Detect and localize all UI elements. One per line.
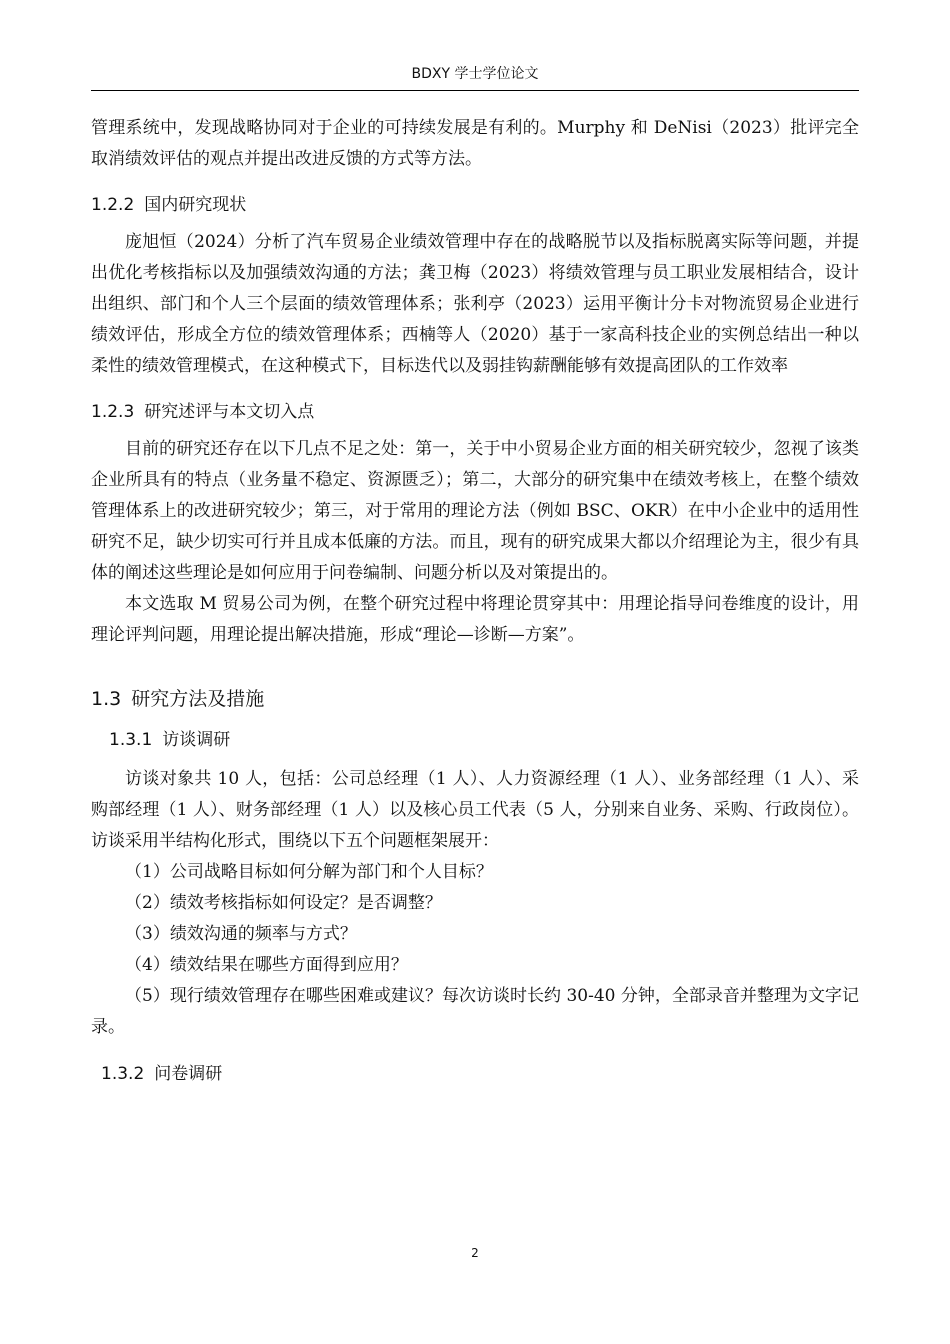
paragraph-entry-point: 本文选取 M 贸易公司为例，在整个研究过程中将理论贯穿其中：用理论指导问卷维度的设计，用理论评判问题，用理论提出解决措施，形成“理论—诊断—方案”。 [91,594,859,645]
section-number: 1.2.2 [91,195,135,215]
section-title: 问卷调研 [154,1064,223,1084]
list-item: （3）绩效沟通的频率与方式？ [125,924,357,944]
header-rule [91,90,859,91]
heading-1-3-2 [101,1061,859,1087]
heading-1-3 [91,685,859,713]
section-number: 1.3 [91,688,122,710]
paragraph-interview: 访谈对象共 10 人，包括：公司总经理（1 人）、人力资源经理（1 人）、业务部经理（1 人）、采购部经理（1 人）、财务部经理（1 人）以及核心员工代表（5 人，分别来自业务、采购、行政岗位）。访谈采用半结构化形式，围绕以下五个问题框架展开： [91,769,859,851]
section-title: 研究方法及措施 [131,688,265,710]
continued-paragraph: 管理系统中，发现战略协同对于企业的可持续发展是有利的。Murphy 和 DeNisi（2023）批评完全取消绩效评估的观点并提出改进反馈的方式等方法。 [91,118,859,169]
section-title: 访谈调研 [162,730,231,750]
list-item: （2）绩效考核指标如何设定？是否调整？ [125,893,442,913]
section-title: 研究述评与本文切入点 [144,402,315,422]
section-number: 1.2.3 [91,402,135,422]
list-item: （1）公司战略目标如何分解为部门和个人目标？ [125,862,493,882]
list-item: （5）现行绩效管理存在哪些困难或建议？每次访谈时长约 30-40 分钟，全部录音并整理为文字记录。 [91,986,859,1037]
paragraph-domestic-research: 庞旭恒（2024）分析了汽车贸易企业绩效管理中存在的战略脱节以及指标脱离实际等问题，并提出优化考核指标以及加强绩效沟通的方法；龚卫梅（2023）将绩效管理与员工职业发展相结合，设计出组织、部门和个人三个层面的绩效管理体系；张利亭（2023）运用平衡计分卡对物流贸易企业进行绩效评估，形成全方位的绩效管理体系；西楠等人（2020）基于一家高科技企业的实例总结出一种以柔性的绩效管理模式，在这种模式下，目标迭代以及弱挂钩薪酬能够有效提高团队的工作效率 [91,232,859,376]
paragraph-research-review: 目前的研究还存在以下几点不足之处：第一，关于中小贸易企业方面的相关研究较少，忽视了该类企业所具有的特点（业务量不稳定、资源匮乏）；第二，大部分的研究集中在绩效考核上，在整个绩效管理体系上的改进研究较少；第三，对于常用的理论方法（例如 BSC、OKR）在中小企业中的适用性研究不足，缺少切实可行并且成本低廉的方法。而且，现有的研究成果大都以介绍理论为主，很少有具体的阐述这些理论是如何应用于问卷编制、问题分析以及对策提出的。 [91,439,859,583]
heading-1-2-3 [91,399,859,425]
heading-1-3-1 [109,727,859,753]
page-number: 2 [471,1246,479,1260]
section-title: 国内研究现状 [144,195,247,215]
running-header: BDXY 学士学位论文 [411,66,539,82]
heading-1-2-2 [91,192,859,218]
page-body [91,113,859,1087]
list-item: （4）绩效结果在哪些方面得到应用？ [125,955,408,975]
section-number: 1.3.2 [101,1064,145,1084]
section-number: 1.3.1 [109,730,153,750]
